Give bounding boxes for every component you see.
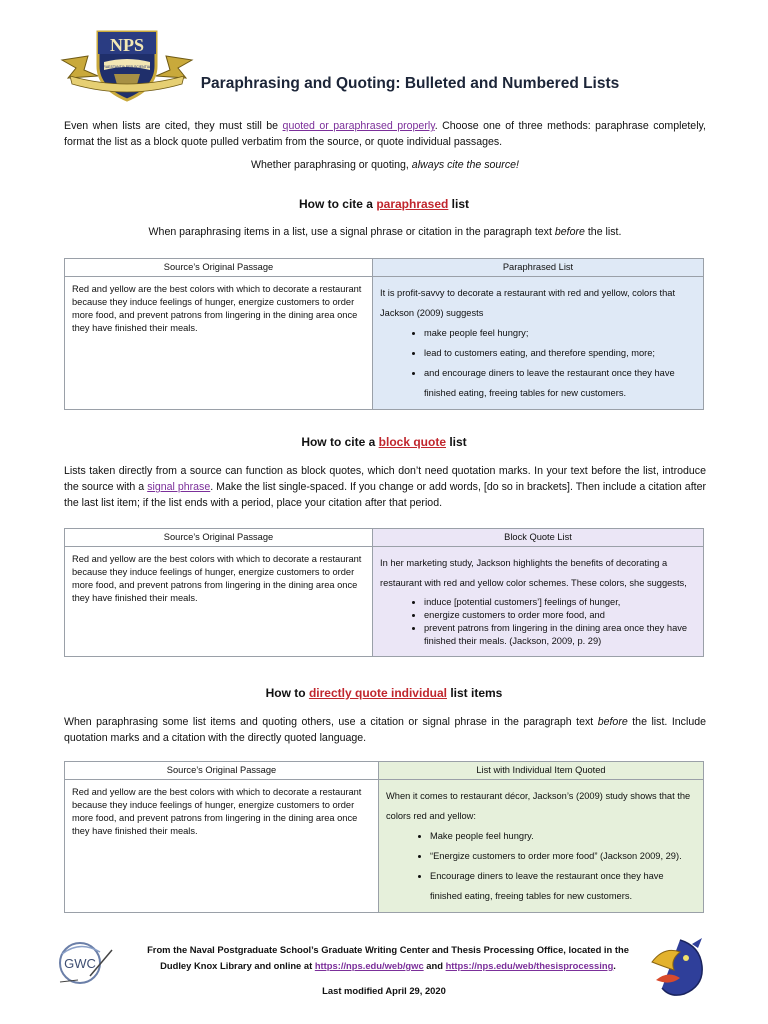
thesis-processing-url-link[interactable]: https://nps.edu/web/thesisprocessing (445, 960, 614, 971)
block-quote-list-cell (373, 547, 704, 657)
list-item: • make people feel hungry; (424, 323, 696, 343)
direct-quote-intro: When it comes to restaurant décor, Jackson’s (2009) study shows that the colors red and yellow: (386, 791, 691, 821)
gwc-logo (54, 936, 116, 990)
direct-quote-section-heading: How to directly quote individual list items (265, 686, 503, 700)
block-quote-intro: In her marketing study, Jackson highlights the benefits of decorating a restaurant with red and yellow color schemes. These colors, she suggests, (380, 558, 687, 588)
svg-text:GWC: GWC (64, 956, 96, 971)
block-quote-description: Lists taken directly from a source can function as block quotes, which don’t need quotation marks. In your text before the list, introduce the source with a signal phrase. Make the list single-spaced. If you change or add words, [do so in brackets]. Then include a citation after the last list item; if the list ends with a period, place your citation after that period. (64, 465, 707, 509)
footer-credit (118, 942, 658, 974)
list-item: • and encourage diners to leave the restaurant once they have finished eating, freeing tables for new customers. (424, 363, 696, 403)
list-item: • lead to customers eating, and therefore spending, more; (424, 343, 696, 363)
block-quote-section-heading: How to cite a block quote list (301, 435, 467, 449)
quoted-paraphrased-link[interactable]: quoted or paraphrased properly (282, 120, 435, 132)
last-modified-date: Last modified April 29, 2020 (322, 985, 446, 996)
paraphrased-table (64, 258, 704, 410)
list-item: • Make people feel hungry. (430, 826, 696, 846)
direct-quote-description: When paraphrasing some list items and quoting others, use a citation or signal phrase in the paragraph text before the list. Include quotation marks and a citation with the directly quoted language. (64, 716, 706, 744)
source-passage-cell: Red and yellow are the best colors with which to decorate a restaurant because they induce feelings of hunger, energize customers to order more food, and prevent patrons from lingering in the dining area once they have finished their meals. (65, 780, 379, 913)
direct-quote-link[interactable]: directly quote individual (308, 686, 447, 700)
block-quote-list (380, 596, 696, 648)
list-item: • Encourage diners to leave the restaurant once they have finished eating, freeing tables for new customers. (430, 866, 696, 906)
paraphrased-list-cell (373, 277, 704, 410)
paraphrased-list (380, 323, 696, 403)
list-item: • induce [potential customers’] feelings of hunger, (424, 596, 696, 609)
document-title: Paraphrasing and Quoting: Bulleted and Numbered Lists (200, 75, 620, 92)
list-item: • energize customers to order more food, and (424, 609, 696, 622)
direct-quote-column-header: List with Individual Item Quoted (379, 762, 704, 780)
direct-quote-list (386, 826, 696, 906)
paraphrased-section-heading: How to cite a paraphrased list (298, 197, 470, 211)
block-quote-table (64, 528, 704, 657)
block-quote-column-header: Block Quote List (373, 529, 704, 547)
footer-line-2: Dudley Knox Library and online at https://nps.edu/web/gwc and https://nps.edu/web/thesisprocessing. (160, 960, 616, 971)
paraphrased-intro: It is profit-savvy to decorate a restaurant with red and yellow, colors that Jackson (2009) suggests (380, 288, 676, 318)
svg-text:NPS: NPS (109, 35, 145, 55)
intro-paragraph: Even when lists are cited, they must still be quoted or paraphrased properly. Choose one of three methods: paraphrase completely, format the list as a block quote pulled verbatim from the source, or quote individual passages. (64, 120, 707, 148)
paraphrased-column-header: Paraphrased List (373, 259, 704, 277)
svg-text:PRAESTANTIA PER SCIENTIAM: PRAESTANTIA PER SCIENTIAM (100, 65, 154, 69)
block-quote-link[interactable]: block quote (378, 435, 446, 449)
paraphrased-description: When paraphrasing items in a list, use a signal phrase or citation in the paragraph text before the list. (148, 226, 622, 238)
source-passage-cell: Red and yellow are the best colors with which to decorate a restaurant because they induce feelings of hunger, energize customers to order more food, and prevent patrons from lingering in the dining area once they have finished their meals. (65, 547, 373, 657)
source-column-header: Source’s Original Passage (65, 529, 373, 547)
list-item: • “Energize customers to order more food” (Jackson 2009, 29). (430, 846, 696, 866)
list-item: • prevent patrons from lingering in the dining area once they have finished their meals. (Jackson, 2009, p. 29) (424, 622, 696, 648)
direct-quote-table (64, 761, 704, 913)
source-column-header: Source’s Original Passage (65, 762, 379, 780)
source-passage-cell: Red and yellow are the best colors with which to decorate a restaurant because they induce feelings of hunger, energize customers to order more food, and prevent patrons from lingering in the dining area once they have finished their meals. (65, 277, 373, 410)
paraphrased-link[interactable]: paraphrased (376, 197, 449, 211)
gwc-url-link[interactable]: https://nps.edu/web/gwc (314, 960, 424, 971)
footer-line-1: From the Naval Postgraduate School’s Graduate Writing Center and Thesis Processing Office, located in the (147, 944, 629, 955)
direct-quote-list-cell (379, 780, 704, 913)
source-column-header: Source’s Original Passage (65, 259, 373, 277)
signal-phrase-link[interactable]: signal phrase (147, 481, 211, 493)
always-cite-note: Whether paraphrasing or quoting, always cite the source! (251, 159, 519, 171)
